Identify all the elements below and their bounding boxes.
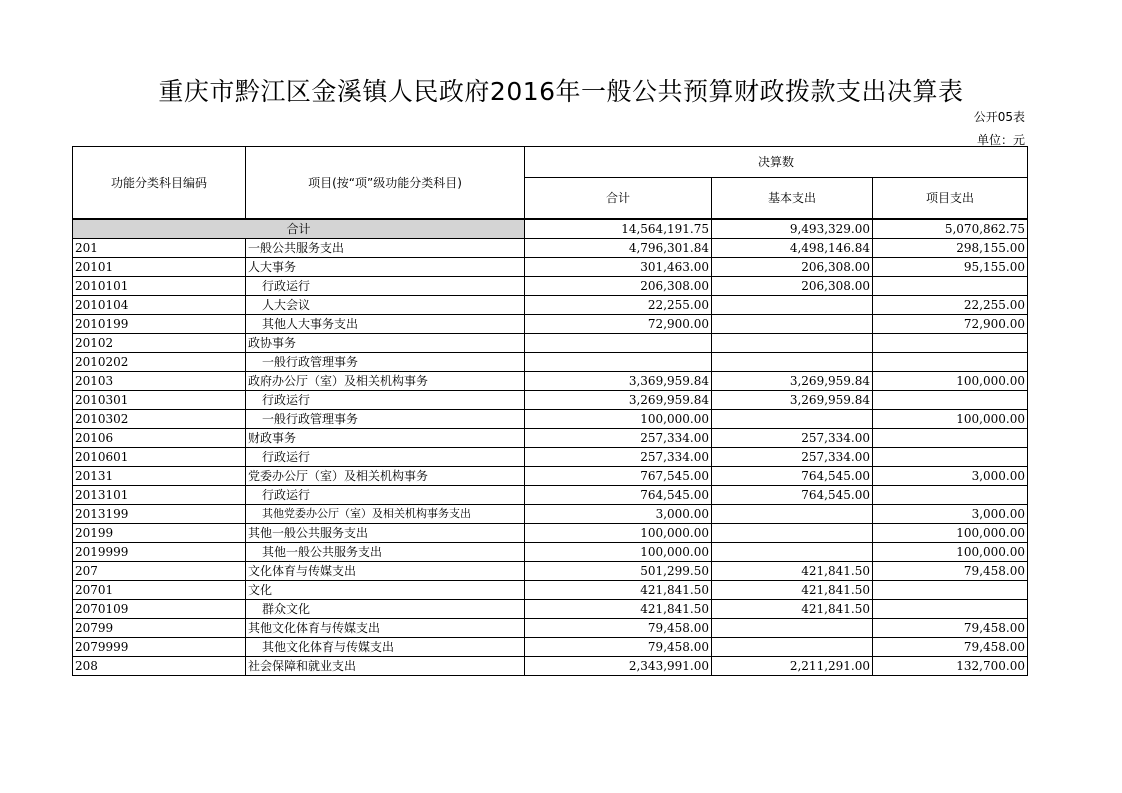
row-project	[873, 581, 1028, 600]
row-total: 72,900.00	[525, 315, 712, 334]
row-code: 20101	[73, 258, 246, 277]
table-header	[73, 147, 1028, 220]
row-total: 767,545.00	[525, 467, 712, 486]
header-code: 功能分类科目编码	[73, 147, 246, 220]
row-total: 100,000.00	[525, 410, 712, 429]
row-total	[525, 334, 712, 353]
row-project: 3,000.00	[873, 505, 1028, 524]
row-basic: 206,308.00	[712, 277, 873, 296]
row-project	[873, 334, 1028, 353]
row-project: 100,000.00	[873, 524, 1028, 543]
row-total: 421,841.50	[525, 600, 712, 619]
row-project: 100,000.00	[873, 372, 1028, 391]
row-code: 2013199	[73, 505, 246, 524]
row-basic: 3,269,959.84	[712, 391, 873, 410]
row-item-name: 其他一般公共服务支出	[246, 524, 525, 543]
row-project: 100,000.00	[873, 410, 1028, 429]
header-basic: 基本支出	[712, 178, 873, 220]
row-item-name: 行政运行	[246, 391, 525, 410]
row-total: 764,545.00	[525, 486, 712, 505]
row-code: 2010199	[73, 315, 246, 334]
table-row	[73, 334, 1028, 353]
header-final-accounts: 决算数	[525, 147, 1028, 178]
table-row	[73, 467, 1028, 486]
row-code: 2010601	[73, 448, 246, 467]
row-total: 3,000.00	[525, 505, 712, 524]
row-project: 100,000.00	[873, 543, 1028, 562]
table-row	[73, 505, 1028, 524]
row-code: 20799	[73, 619, 246, 638]
row-project	[873, 486, 1028, 505]
table-row	[73, 391, 1028, 410]
row-basic	[712, 505, 873, 524]
row-item-name: 其他一般公共服务支出	[246, 543, 525, 562]
row-item-name: 其他文化体育与传媒支出	[246, 638, 525, 657]
row-item-name: 政府办公厅（室）及相关机构事务	[246, 372, 525, 391]
page-title: 重庆市黔江区金溪镇人民政府2016年一般公共预算财政拨款支出决算表	[158, 77, 964, 106]
table-row	[73, 410, 1028, 429]
row-code: 20131	[73, 467, 246, 486]
row-total: 501,299.50	[525, 562, 712, 581]
table-row	[73, 581, 1028, 600]
row-code: 20701	[73, 581, 246, 600]
row-total: 2,343,991.00	[525, 657, 712, 676]
unit-label: 单位：元	[976, 133, 1025, 147]
expenditure-table	[72, 146, 1028, 676]
row-total: 4,796,301.84	[525, 239, 712, 258]
row-item-name: 党委办公厅（室）及相关机构事务	[246, 467, 525, 486]
row-item-name: 行政运行	[246, 277, 525, 296]
total-basic: 9,493,329.00	[712, 219, 873, 239]
row-basic	[712, 334, 873, 353]
row-code: 2010104	[73, 296, 246, 315]
row-item-name: 其他文化体育与传媒支出	[246, 619, 525, 638]
row-basic	[712, 410, 873, 429]
row-total: 206,308.00	[525, 277, 712, 296]
row-project: 298,155.00	[873, 239, 1028, 258]
row-basic	[712, 524, 873, 543]
row-basic: 421,841.50	[712, 581, 873, 600]
row-code: 2013101	[73, 486, 246, 505]
row-total: 79,458.00	[525, 638, 712, 657]
row-code: 2019999	[73, 543, 246, 562]
row-project	[873, 429, 1028, 448]
row-item-name: 文化体育与传媒支出	[246, 562, 525, 581]
table-row	[73, 315, 1028, 334]
table-row	[73, 239, 1028, 258]
row-code: 201	[73, 239, 246, 258]
row-item-name: 政协事务	[246, 334, 525, 353]
row-item-name: 一般行政管理事务	[246, 353, 525, 372]
row-total: 421,841.50	[525, 581, 712, 600]
row-item-name: 人大会议	[246, 296, 525, 315]
header-project: 项目支出	[873, 178, 1028, 220]
table-row	[73, 657, 1028, 676]
row-project: 22,255.00	[873, 296, 1028, 315]
row-project	[873, 448, 1028, 467]
row-code: 2079999	[73, 638, 246, 657]
table-row	[73, 562, 1028, 581]
row-basic: 3,269,959.84	[712, 372, 873, 391]
row-total: 79,458.00	[525, 619, 712, 638]
table-row	[73, 353, 1028, 372]
row-code: 207	[73, 562, 246, 581]
total-project: 5,070,862.75	[873, 219, 1028, 239]
row-code: 2010202	[73, 353, 246, 372]
row-basic	[712, 353, 873, 372]
row-code: 2070109	[73, 600, 246, 619]
row-code: 208	[73, 657, 246, 676]
row-basic	[712, 296, 873, 315]
table-row	[73, 258, 1028, 277]
row-project: 72,900.00	[873, 315, 1028, 334]
row-basic: 421,841.50	[712, 600, 873, 619]
form-number: 公开05表	[973, 110, 1025, 124]
row-code: 2010302	[73, 410, 246, 429]
row-total: 100,000.00	[525, 524, 712, 543]
row-item-name: 其他党委办公厅（室）及相关机构事务支出	[246, 505, 525, 524]
row-basic	[712, 315, 873, 334]
row-basic: 421,841.50	[712, 562, 873, 581]
total-label: 合计	[73, 219, 525, 239]
table-row	[73, 277, 1028, 296]
table-row	[73, 600, 1028, 619]
row-total: 257,334.00	[525, 429, 712, 448]
row-item-name: 行政运行	[246, 486, 525, 505]
row-project: 3,000.00	[873, 467, 1028, 486]
row-basic: 764,545.00	[712, 467, 873, 486]
row-project	[873, 391, 1028, 410]
row-item-name: 一般公共服务支出	[246, 239, 525, 258]
row-basic: 257,334.00	[712, 429, 873, 448]
row-project: 79,458.00	[873, 619, 1028, 638]
row-project: 79,458.00	[873, 638, 1028, 657]
header-total: 合计	[525, 178, 712, 220]
row-code: 20199	[73, 524, 246, 543]
row-item-name: 一般行政管理事务	[246, 410, 525, 429]
row-total: 3,269,959.84	[525, 391, 712, 410]
row-project: 79,458.00	[873, 562, 1028, 581]
total-row	[73, 219, 1028, 239]
row-code: 20106	[73, 429, 246, 448]
row-code: 20102	[73, 334, 246, 353]
row-basic: 206,308.00	[712, 258, 873, 277]
row-code: 2010301	[73, 391, 246, 410]
table-row	[73, 429, 1028, 448]
row-total: 100,000.00	[525, 543, 712, 562]
row-basic	[712, 619, 873, 638]
row-project	[873, 600, 1028, 619]
table-row	[73, 448, 1028, 467]
row-basic: 257,334.00	[712, 448, 873, 467]
row-item-name: 社会保障和就业支出	[246, 657, 525, 676]
table-row	[73, 486, 1028, 505]
row-basic	[712, 543, 873, 562]
header-name: 项目(按“项”级功能分类科目)	[246, 147, 525, 220]
row-item-name: 人大事务	[246, 258, 525, 277]
row-total: 3,369,959.84	[525, 372, 712, 391]
table-row	[73, 543, 1028, 562]
row-project	[873, 277, 1028, 296]
row-item-name: 行政运行	[246, 448, 525, 467]
row-item-name: 财政事务	[246, 429, 525, 448]
table-row	[73, 296, 1028, 315]
table-row	[73, 638, 1028, 657]
total-sum: 14,564,191.75	[525, 219, 712, 239]
table-body	[73, 219, 1028, 676]
row-basic: 2,211,291.00	[712, 657, 873, 676]
row-total	[525, 353, 712, 372]
row-total: 301,463.00	[525, 258, 712, 277]
row-total: 22,255.00	[525, 296, 712, 315]
table-row	[73, 372, 1028, 391]
row-item-name: 其他人大事务支出	[246, 315, 525, 334]
row-total: 257,334.00	[525, 448, 712, 467]
table-row	[73, 524, 1028, 543]
row-basic: 4,498,146.84	[712, 239, 873, 258]
row-project: 132,700.00	[873, 657, 1028, 676]
table-row	[73, 619, 1028, 638]
row-code: 2010101	[73, 277, 246, 296]
row-project: 95,155.00	[873, 258, 1028, 277]
row-basic: 764,545.00	[712, 486, 873, 505]
row-project	[873, 353, 1028, 372]
row-basic	[712, 638, 873, 657]
row-item-name: 文化	[246, 581, 525, 600]
row-item-name: 群众文化	[246, 600, 525, 619]
row-code: 20103	[73, 372, 246, 391]
